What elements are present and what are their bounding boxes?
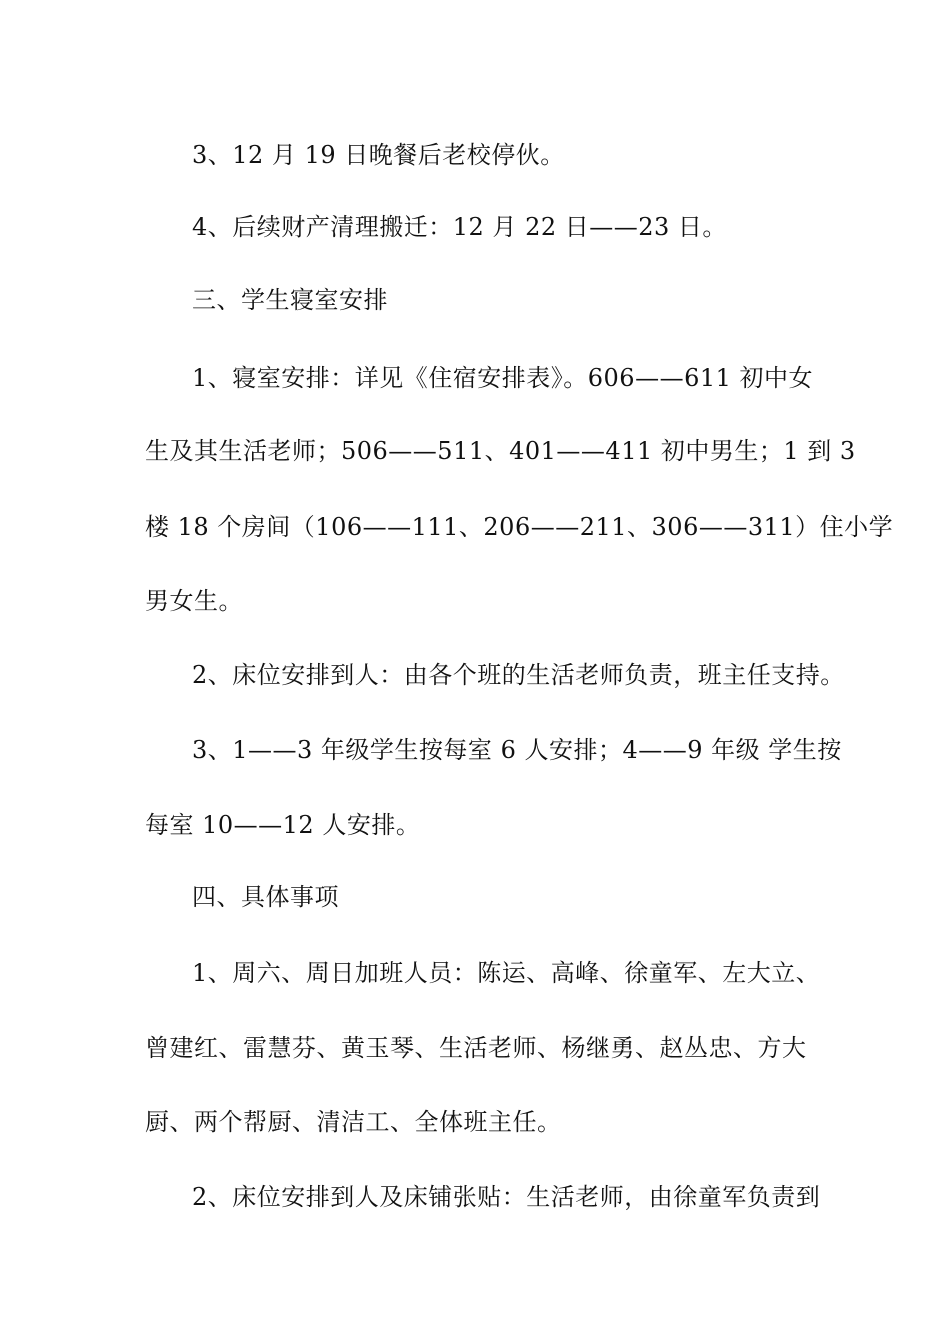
text-line-2: 4、后续财产清理搬迁：12 月 22 日——23 日。	[192, 213, 727, 241]
section-heading-4: 四、具体事项	[192, 883, 339, 911]
text-line-14: 厨、两个帮厨、清洁工、全体班主任。	[145, 1108, 562, 1136]
text-line-9: 3、1——3 年级学生按每室 6 人安排；4——9 年级 学生按	[192, 736, 842, 764]
text-line-7: 男女生。	[145, 587, 243, 615]
text-line-5: 生及其生活老师；506——511、401——411 初中男生；1 到 3	[145, 437, 856, 465]
text-line-6: 楼 18 个房间（106——111、206——211、306——311）住小学	[145, 513, 894, 541]
text-line-15: 2、床位安排到人及床铺张贴：生活老师，由徐童军负责到	[192, 1183, 821, 1211]
text-line-10: 每室 10——12 人安排。	[145, 811, 421, 839]
section-heading-3: 三、学生寝室安排	[192, 286, 388, 314]
text-line-12: 1、周六、周日加班人员：陈运、高峰、徐童军、左大立、	[192, 959, 821, 987]
text-line-4: 1、寝室安排：详见《住宿安排表》。606——611 初中女	[192, 364, 814, 392]
text-line-1: 3、12 月 19 日晚餐后老校停伙。	[192, 141, 565, 169]
text-line-13: 曾建红、雷慧芬、黄玉琴、生活老师、杨继勇、赵丛忠、方大	[145, 1034, 807, 1062]
text-line-8: 2、床位安排到人：由各个班的生活老师负责，班主任支持。	[192, 661, 845, 689]
